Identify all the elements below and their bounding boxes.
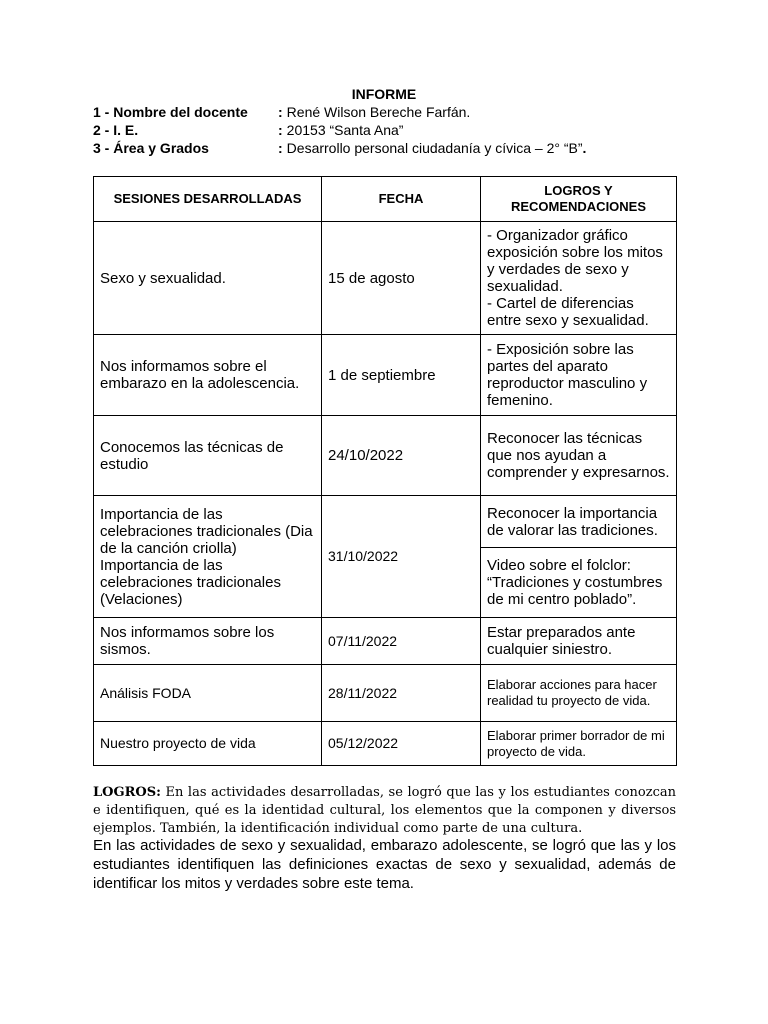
field-ie-label: 2 - I. E. (93, 122, 139, 138)
session-line: Importancia de las celebraciones tradicionales (Velaciones) (100, 556, 281, 608)
table-row (94, 416, 677, 496)
date-cell: 24/10/2022 (322, 416, 481, 496)
field-docente: 1 - Nombre del docente : René Wilson Bereche Farfán. (93, 104, 471, 120)
session-cell: Nuestro proyecto de vida (94, 722, 322, 766)
session-cell: Sexo y sexualidad. (94, 222, 322, 335)
table-row (94, 496, 677, 548)
logros-line: - Organizador gráfico exposición sobre los mitos y verdades de sexo y sexualidad. (487, 227, 663, 295)
report-title: INFORME (351, 86, 417, 102)
date-cell: 1 de septiembre (322, 335, 481, 416)
field-ie: 2 - I. E. : 20153 “Santa Ana” (93, 122, 404, 138)
table-header-row (94, 177, 677, 222)
logros-label: LOGROS: (93, 785, 161, 800)
table-row (94, 618, 677, 665)
field-area: 3 - Área y Grados : Desarrollo personal ciudadanía y cívica – 2° “B”. (93, 140, 587, 156)
session-cell: Conocemos las técnicas de estudio (94, 416, 322, 496)
table-row (94, 722, 677, 766)
session-cell: Nos informamos sobre los sismos. (94, 618, 322, 665)
date-cell: 28/11/2022 (322, 665, 481, 722)
field-area-suffix: . (582, 140, 587, 156)
field-area-value: Desarrollo personal ciudadanía y cívica – 2° “B” (286, 140, 583, 156)
logros-cell: Reconocer la importancia de valorar las tradiciones. (481, 496, 677, 548)
logros-paragraph-1 (93, 784, 676, 838)
col-header-logros: LOGROS Y RECOMENDACIONES (481, 177, 677, 222)
field-area-label: 3 - Área y Grados (93, 140, 209, 156)
col-header-fecha: FECHA (322, 177, 481, 222)
date-cell: 05/12/2022 (322, 722, 481, 766)
logros-cell: Video sobre el folclor: “Tradiciones y costumbres de mi centro poblado”. (481, 548, 677, 618)
date-cell: 15 de agosto (322, 222, 481, 335)
logros-cell: Reconocer las técnicas que nos ayudan a comprender y expresarnos. (481, 416, 677, 496)
field-docente-label: 1 - Nombre del docente (93, 104, 248, 120)
field-docente-value: René Wilson Bereche Farfán. (286, 104, 471, 120)
date-cell: 31/10/2022 (322, 496, 481, 618)
session-cell: Nos informamos sobre el embarazo en la adolescencia. (94, 335, 322, 416)
logros-text-1: En las actividades desarrolladas, se logró que las y los estudiantes conozcan e identifiquen, qué es la identidad cultural, los elementos que la componen y diversos ejemplos. También, la identificación individual como parte de una cultura. (93, 785, 676, 836)
logros-cell (481, 222, 677, 335)
session-cell: Análisis FODA (94, 665, 322, 722)
logros-line: - Cartel de diferencias entre sexo y sexualidad. (487, 295, 649, 329)
col-header-sesiones: SESIONES DESARROLLADAS (94, 177, 322, 222)
table-row (94, 335, 677, 416)
session-cell (94, 496, 322, 618)
sessions-table (93, 176, 677, 766)
date-cell: 07/11/2022 (322, 618, 481, 665)
logros-cell: Elaborar acciones para hacer realidad tu proyecto de vida. (481, 665, 677, 722)
logros-cell: Estar preparados ante cualquier siniestro. (481, 618, 677, 665)
session-line: Importancia de las celebraciones tradicionales (Dia de la canción criolla) (100, 505, 313, 557)
logros-cell: - Exposición sobre las partes del aparato reproductor masculino y femenino. (481, 335, 677, 416)
field-ie-value: 20153 “Santa Ana” (286, 122, 404, 138)
logros-cell: Elaborar primer borrador de mi proyecto de vida. (481, 722, 677, 766)
table-row (94, 222, 677, 335)
logros-paragraph-2: En las actividades de sexo y sexualidad, embarazo adolescente, se logró que las y los estudiantes identifiquen las definiciones exactas de sexo y sexualidad, además de identificar los mitos y verdades sobre este tema. (93, 837, 676, 892)
table-row (94, 665, 677, 722)
